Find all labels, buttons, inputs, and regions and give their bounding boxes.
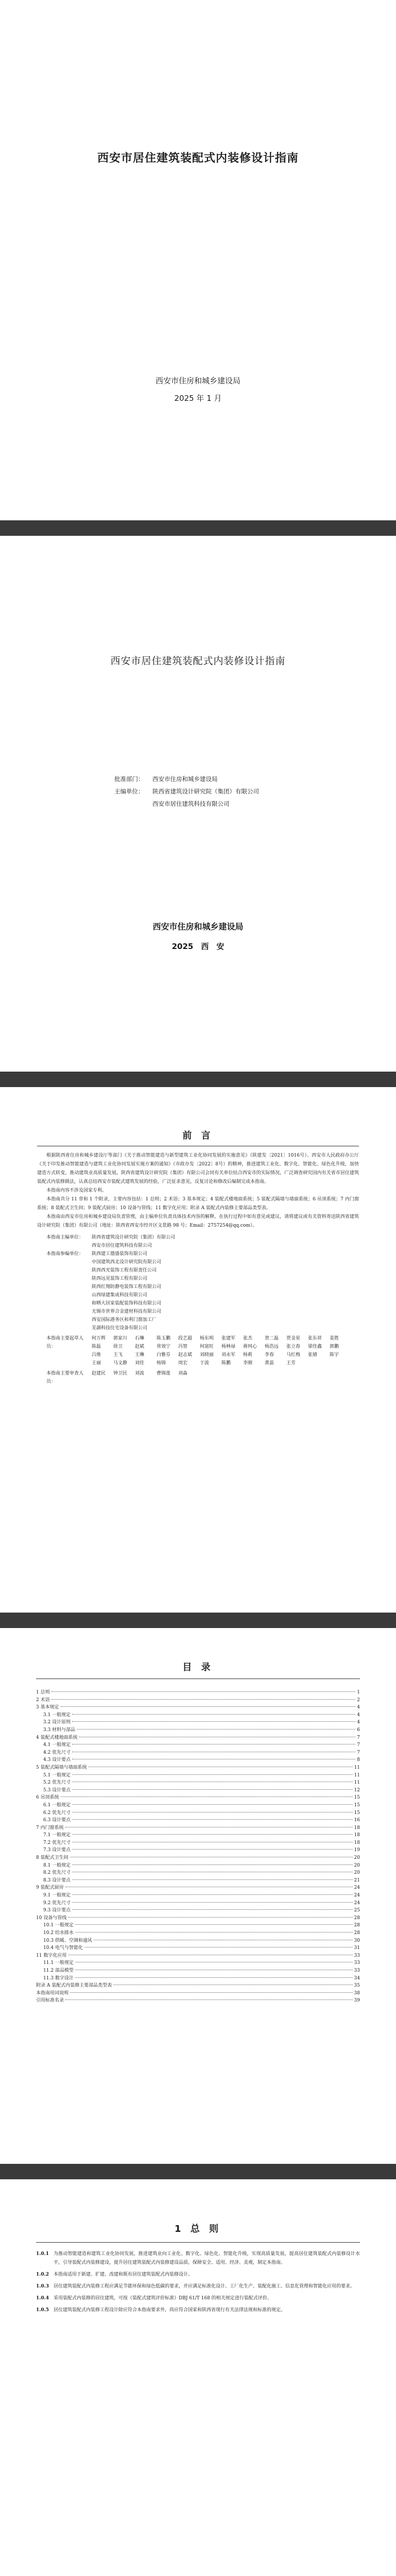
toc-page-number: 28 [354, 1930, 360, 1936]
toc-list [36, 1688, 360, 2004]
drafter-name: 刘晓丽 [200, 1352, 214, 1358]
clause-number: 1.0.1 [36, 2251, 49, 2257]
clauses [36, 2250, 360, 2315]
toc-item[interactable] [36, 1711, 360, 1719]
title-page-date: 2025 西 安 [171, 942, 225, 951]
clause [36, 2282, 360, 2291]
preface-heading: 前 言 [182, 1130, 214, 1141]
drafter-name: 李刚 [243, 1361, 253, 1366]
toc-item[interactable] [36, 1854, 360, 1861]
drafter-name: 冯智 [178, 1344, 188, 1349]
drafter-name: 贺二磊 [265, 1336, 279, 1341]
toc-page-number: 4 [357, 1712, 360, 1718]
editor-unit: 和晒大居家装配装饰科技有限公司 [92, 1301, 162, 1306]
toc-item-label: 4.2 优先尺寸 [43, 1750, 71, 1755]
editor-unit: 西安市居住建筑科技有限公司 [92, 1243, 152, 1248]
preface-paragraph: 本指南由西安市住房和城乡建设局负责管理，由主编单位负责具体技术内容的解释。在执行过程中如有意见或建议，请将建议或有关资料寄送陕西省建筑设计研究院（集团）有限公司（地址：陕西省西安市经开区文景路 98 号；Email：2757254@qq.com）。 [37, 1214, 359, 1228]
toc-item-label: 10.3 供暖、空调和通风 [43, 1938, 92, 1943]
toc-page-number: 20 [354, 1862, 360, 1868]
toc-leader [75, 1977, 353, 1978]
drafter-name: 陈玉鹏 [157, 1336, 171, 1341]
toc-item[interactable] [36, 1786, 360, 1794]
cover-title: 西安市居住建筑装配式内装修设计指南 [97, 152, 299, 165]
toc-item-label: 8.2 优先尺寸 [43, 1870, 71, 1876]
toc-item-label: 3.3 材料与部品 [43, 1727, 76, 1733]
toc-item[interactable] [36, 1944, 360, 1952]
toc-leader [72, 1819, 352, 1820]
reviewers-list [92, 1369, 359, 1386]
drafter-name: 王飞 [113, 1352, 123, 1358]
chapter1-heading: 1 总 则 [174, 2224, 222, 2234]
toc-item[interactable] [36, 1734, 360, 1741]
toc-item-label: 6 吊顶系统 [36, 1795, 59, 1801]
toc-item[interactable] [36, 1778, 360, 1786]
toc-page-number: 34 [354, 1975, 360, 1981]
title-page [0, 536, 396, 1072]
toc-item-label: 本指南用词说明 [36, 1990, 69, 1996]
toc-item[interactable] [36, 1996, 360, 2004]
clause-text: 本指南适用于新建、扩建、改建和既有居住建筑装配式内装修设计。 [54, 2272, 193, 2277]
toc-item-label: 6.1 一般规定 [43, 1802, 71, 1808]
info-label: 主编单位： [114, 788, 144, 795]
info-label [114, 798, 152, 810]
toc-item[interactable] [36, 1869, 360, 1876]
toc-page-number: 20 [354, 1855, 360, 1861]
drafter-name: 张立春 [286, 1344, 301, 1349]
title-page-org: 西安市住房和城乡建设局 [152, 922, 244, 931]
toc-page-number: 11 [354, 1772, 360, 1778]
toc-page-number: 25 [354, 1908, 360, 1913]
toc-page-number: 20 [354, 1870, 360, 1876]
toc-leader [72, 1714, 355, 1715]
toc-leader [72, 1902, 352, 1903]
toc-leader [68, 1917, 352, 1918]
toc-item-label: 9.1 一般规定 [43, 1893, 71, 1899]
toc-page-number: 2 [357, 1697, 360, 1703]
toc-item[interactable] [36, 1937, 360, 1944]
toc-page-number: 30 [354, 1938, 360, 1943]
toc-page-number: 11 [354, 1780, 360, 1786]
clause [36, 2306, 360, 2315]
editor-unit: 山西绿建集成科技有限公司 [92, 1293, 148, 1298]
toc-item-label: 9 装配式厨房 [36, 1885, 64, 1891]
toc-item-label: 8.3 设计要点 [43, 1877, 71, 1883]
toc-leader [72, 1879, 352, 1880]
toc-page-number: 24 [354, 1885, 360, 1891]
drafter-name: 吕维 [92, 1352, 101, 1358]
clause [36, 2294, 360, 2303]
drafter-name: 陈宇 [330, 1352, 339, 1358]
toc-item[interactable] [36, 1726, 360, 1734]
editor-unit: 西安国际港务区和利门窗加工厂 [92, 1317, 157, 1323]
editor-unit: 芜湖科技住宅设备有限公司 [92, 1326, 148, 1331]
toc-item[interactable] [36, 1921, 360, 1929]
cover-date: 2025 年 1 月 [174, 394, 222, 403]
drafter-name: 刘永军 [221, 1352, 236, 1358]
toc-item-label: 8.1 一般规定 [43, 1862, 71, 1868]
toc-item[interactable] [36, 1861, 360, 1869]
toc-leader [51, 1691, 356, 1692]
toc-item[interactable] [36, 1764, 360, 1771]
drafter-name: 李春 [265, 1352, 274, 1358]
toc-page-number: 18 [354, 1833, 360, 1838]
toc-item-label: 6.2 优先尺寸 [43, 1810, 71, 1816]
drafter-name: 徐卫 [113, 1344, 123, 1349]
drafter-name: 杨莉 [243, 1352, 253, 1358]
toc-item[interactable] [36, 1989, 360, 1997]
toc-item-label: 4 装配式楼地面系统 [36, 1735, 78, 1740]
title-page-info [114, 773, 259, 810]
clause-number: 1.0.3 [36, 2284, 49, 2289]
toc-page-number: 7 [357, 1750, 360, 1755]
drafter-name: 何富旺 [200, 1344, 214, 1349]
reviewers-label: 本指南主要审查人员： [46, 1371, 84, 1384]
drafter-name: 赵志斌 [178, 1352, 193, 1358]
toc-page-number: 16 [354, 1818, 360, 1823]
drafter-name: 贾金星 [286, 1336, 301, 1341]
toc-page-number: 15 [354, 1802, 360, 1808]
drafter-name: 王芳 [286, 1361, 296, 1366]
toc-item[interactable] [36, 1839, 360, 1846]
drafter-name: 何万辉 [92, 1336, 106, 1341]
toc-item[interactable] [36, 1718, 360, 1726]
toc-item-label: 引用标准名录 [36, 1998, 64, 2004]
reviewer-name: 钟卫民 [113, 1371, 128, 1376]
toc-page-number: 33 [354, 1968, 360, 1973]
toc-page-number: 24 [354, 1900, 360, 1906]
drafter-name: 姜胜 [330, 1336, 339, 1341]
toc-item[interactable] [36, 1696, 360, 1704]
toc-item-label: 2 术语 [36, 1697, 50, 1703]
toc-item[interactable] [36, 1876, 360, 1884]
toc-item[interactable] [36, 1952, 360, 1959]
drafter-name: 张建军 [221, 1336, 236, 1341]
toc-item-label: 7.1 一般规定 [43, 1833, 71, 1838]
drafter-name: 杨东明 [200, 1336, 214, 1341]
toc-page-number: 4 [357, 1705, 360, 1710]
toc-item-label: 9.3 设计要点 [43, 1908, 71, 1913]
toc-page-number: 18 [354, 1825, 360, 1831]
toc-page-number: 11 [354, 1765, 360, 1770]
toc-leader [70, 1992, 353, 1993]
drafters-label: 本指南主要起草人员： [46, 1336, 84, 1349]
toc-item-label: 11.3 数字设计 [43, 1975, 74, 1981]
chapter1-page [0, 2179, 396, 2576]
toc-item-label: 5.1 一般规定 [43, 1772, 71, 1778]
toc-page-number: 19 [354, 1848, 360, 1853]
toc-item[interactable] [36, 1824, 360, 1832]
drafter-name: 周宏 [178, 1361, 188, 1366]
preface-page [0, 1087, 396, 1613]
toc-item[interactable] [36, 1809, 360, 1817]
toc-item-label: 10 设备与管线 [36, 1915, 67, 1921]
clause [36, 2270, 360, 2279]
toc-leader [72, 1721, 355, 1722]
toc-leader [72, 1909, 352, 1910]
toc-page [0, 1628, 396, 2164]
info-value: 西安市居住建筑科技有限公司 [152, 800, 230, 807]
toc-leader [77, 1729, 355, 1730]
toc-item-label: 5.3 设计要点 [43, 1787, 71, 1793]
editor-unit: 陕西西光装饰工程有限责任公司 [92, 1268, 157, 1273]
toc-page-number: 12 [354, 1787, 360, 1793]
toc-item[interactable] [36, 1801, 360, 1809]
editor-unit: 中国建筑西北设计研究院有限公司 [92, 1260, 162, 1265]
toc-leader [75, 1924, 353, 1925]
toc-item[interactable] [36, 1891, 360, 1899]
toc-leader [72, 1834, 352, 1835]
toc-item-label: 1 总则 [36, 1690, 50, 1695]
toc-item-label: 11.1 一般规定 [43, 1960, 74, 1966]
drafter-name: 石琳 [135, 1336, 145, 1341]
toc-item-label: 5 装配式隔墙与墙面系统 [36, 1765, 87, 1770]
toc-leader [72, 1894, 352, 1895]
toc-leader [72, 1789, 352, 1790]
clause-number: 1.0.2 [36, 2272, 49, 2277]
toc-item-label: 7.2 优先尺寸 [43, 1840, 71, 1845]
cover-page [0, 0, 396, 520]
drafter-name: 梁佳鑫 [308, 1344, 322, 1349]
toc-item-label: 5.2 优先尺寸 [43, 1780, 71, 1786]
drafter-name: 陈磊 [92, 1344, 101, 1349]
toc-page-number: 6 [357, 1727, 360, 1733]
drafter-name: 杨林禄 [221, 1344, 236, 1349]
drafter-name: 于波 [200, 1361, 210, 1366]
toc-leader [75, 1932, 353, 1933]
toc-heading: 目 录 [182, 1662, 214, 1673]
reviewer-name: 曹锦莲 [157, 1371, 171, 1376]
toc-leader [65, 1999, 353, 2000]
toc-page-number: 28 [354, 1915, 360, 1921]
toc-item-label: 10.1 一般规定 [43, 1923, 74, 1928]
drafter-name: 杨锦 [157, 1361, 166, 1366]
toc-item-label: 7 内门窗系统 [36, 1825, 64, 1831]
toc-item-label: 8 装配式卫生间 [36, 1855, 68, 1861]
toc-page-number: 38 [354, 1990, 360, 1996]
drafter-name: 马文静 [113, 1361, 128, 1366]
toc-item[interactable] [36, 1959, 360, 1967]
info-label: 批准部门： [114, 775, 144, 783]
toc-item[interactable] [36, 1974, 360, 1982]
toc-item[interactable] [36, 1741, 360, 1749]
toc-item[interactable] [36, 1831, 360, 1839]
drafter-name: 杨浩远 [265, 1344, 279, 1349]
toc-page-number: 15 [354, 1795, 360, 1801]
toc-item[interactable] [36, 1688, 360, 1696]
drafter-name: 赵斌 [135, 1344, 145, 1349]
toc-item-label: 10.4 电气与智能化 [43, 1945, 83, 1951]
drafters-list [92, 1334, 359, 1367]
editor-unit: 陕西远见装饰工程有限公司 [92, 1276, 148, 1281]
editor-label: 本指南参编单位： [46, 1251, 84, 1257]
toc-item[interactable] [36, 1749, 360, 1756]
editor-unit: 陕西建工德盛装饰有限公司 [92, 1251, 148, 1257]
toc-item-label: 9.2 优先尺寸 [43, 1900, 71, 1906]
toc-item-label: 4.3 设计要点 [43, 1757, 71, 1763]
drafter-name: 张杰 [243, 1336, 253, 1341]
preface-body [37, 1151, 359, 1230]
chapter1-rule [36, 2242, 360, 2243]
toc-leader [61, 1706, 356, 1707]
drafter-name: 白雅芬 [157, 1352, 171, 1358]
toc-item-label: 10.2 给水排水 [43, 1930, 74, 1936]
clause-text: 为推动智能建造和建筑工业化协同发展，推进建筑业向工业化、数字化、绿色化、智能化升级，实现高质量发展，提高居住建筑装配式内装修设计水平，引导装配式内装修建设，提升居住建筑装配式内装修建设品质，保障安全、适用、经济、美观，制定本指南。 [54, 2251, 360, 2265]
drafter-name: 马红梅 [286, 1352, 301, 1358]
drafter-name: 郭鹏 [330, 1344, 339, 1349]
drafter-name: 王丽 [92, 1361, 101, 1366]
toc-page-number: 4 [357, 1720, 360, 1725]
drafter-name: 陈鹏 [221, 1361, 231, 1366]
drafter-name: 刘佳 [135, 1361, 145, 1366]
toc-leader [72, 1804, 352, 1805]
preface-paragraph: 本指南共分 11 章和 1 个附录，主要内容包括：1 总则；2 术语；3 基本规定；4 装配式楼地面系统；5 装配式隔墙与墙面系统；6 吊顶系统；7 内门窗系统；8 装配式卫生间；9 装配式厨房；10 设备与管线；11 数字化应用；附录 A 装配式内装修主要部品类型表。 [37, 1197, 359, 1211]
editor-label: 本指南主编单位： [46, 1235, 84, 1240]
preface-paragraph: 本指南内容不涉及国家专利。 [46, 1188, 107, 1193]
drafter-name: 王琳 [135, 1352, 145, 1358]
drafter-name: 郭家川 [113, 1336, 128, 1341]
toc-item-label: 11 数字化应用 [36, 1953, 67, 1958]
toc-page-number: 33 [354, 1953, 360, 1958]
editor-unit: 陕西省建筑设计研究院（集团）有限公司 [92, 1235, 176, 1240]
toc-item-label: 7.3 设计要点 [43, 1848, 71, 1853]
reviewer-name: 刘淼 [178, 1371, 188, 1376]
toc-item-label: 3.2 设计原则 [43, 1720, 71, 1725]
title-page-title: 西安市居住建筑装配式内装修设计指南 [110, 655, 286, 667]
drafter-name: 张婧 [308, 1352, 318, 1358]
toc-item-label: 6.3 设计要点 [43, 1818, 71, 1823]
toc-page-number: 35 [354, 1983, 360, 1989]
editor-unit: 无锡市世界合金建材科技有限公司 [92, 1309, 162, 1314]
toc-item[interactable] [36, 1756, 360, 1764]
toc-item[interactable] [36, 1899, 360, 1907]
toc-page-number: 24 [354, 1893, 360, 1899]
toc-page-number: 33 [354, 1960, 360, 1966]
toc-page-number: 8 [357, 1757, 360, 1763]
drafter-name: 蒋珂心 [243, 1344, 257, 1349]
toc-item[interactable] [36, 1906, 360, 1914]
toc-page-number: 39 [354, 1998, 360, 2004]
toc-item[interactable] [36, 1816, 360, 1824]
toc-page-number: 18 [354, 1840, 360, 1845]
toc-leader [51, 1699, 356, 1700]
toc-item[interactable] [36, 1884, 360, 1891]
drafter-name: 常效宁 [157, 1344, 171, 1349]
toc-page-number: 1 [357, 1690, 360, 1695]
reviewer-name: 赵建民 [92, 1371, 106, 1376]
toc-item-label: 3 基本规定 [36, 1705, 59, 1710]
toc-item[interactable] [36, 1703, 360, 1711]
clause-text: 采用装配式内装修的居住建筑，可按《装配式建筑评价标准》DBJ 61/T 168 的相关规定进行装配式评价。 [54, 2296, 272, 2301]
drafter-name: 段艺超 [178, 1336, 193, 1341]
preface-paragraph: 根据陕西省住房和城乡建设厅等部门《关于推动智能建造与新型建筑工业化协同发展的实施意见》（陕建发〔2021〕1016号）、西安市人民政府办公厅《关于印发推动智能建造与建筑工业化协同发展实施方案的通知》（市政办发〔2022〕8号）的精神，推进建筑工业化、数字化、智能化、绿色化升级，加快建造方式转变，推动建筑业高质量发展，陕西省建筑设计研究院（集团）有限公司会同有关单位结合西安市的实际情况，广泛调查研究国内有关省市居住建筑装配式内装修做法，认真总结西安市装配式建筑发展的经验，广泛征求意见，反复讨论和修改后编制完成本指南。 [37, 1153, 359, 1184]
toc-item-label: 11.2 部品模型 [43, 1968, 74, 1973]
toc-leader [72, 1849, 352, 1850]
toc-item[interactable] [36, 1846, 360, 1854]
clause [36, 2250, 360, 2267]
toc-item[interactable] [36, 1981, 360, 1989]
toc-page-number: 21 [354, 1877, 360, 1883]
info-value: 陕西省建筑设计研究院（集团）有限公司 [152, 788, 259, 795]
toc-item-label: 附录 A 装配式内装修主要部品类型表 [36, 1983, 112, 1989]
toc-page-number: 7 [357, 1742, 360, 1748]
toc-item[interactable] [36, 1793, 360, 1801]
drafter-name: 张东祥 [308, 1336, 322, 1341]
toc-item[interactable] [36, 1967, 360, 1974]
clause-text: 居住建筑装配式内装修工程设计除应符合本指南要求外，尚应符合国家和陕西省现行有关法律法规和标准的规定。 [54, 2308, 286, 2313]
toc-page-number: 15 [354, 1810, 360, 1816]
toc-page-number: 28 [354, 1923, 360, 1928]
editors-block [37, 1233, 359, 1386]
toc-item-label: 4.1 一般规定 [43, 1742, 71, 1748]
toc-item[interactable] [36, 1929, 360, 1937]
toc-item[interactable] [36, 1914, 360, 1922]
info-value: 西安市住房和城乡建设局 [152, 775, 218, 783]
drafter-name: 黄蕊 [265, 1361, 274, 1366]
toc-page-number: 7 [357, 1735, 360, 1740]
toc-item-label: 3.1 一般规定 [43, 1712, 71, 1718]
cover-org: 西安市住房和城乡建设局 [155, 376, 240, 385]
editor-unit: 陕西红翔防静电装饰工程有限公司 [92, 1284, 162, 1290]
toc-page-number: 31 [354, 1945, 360, 1951]
reviewer-name: 刘波 [135, 1371, 145, 1376]
clause-text: 居住建筑装配式内装修工程应满足节能环保和绿色低碳的要求，并应满足标准化设计、工厂化生产、装配化施工、信息化管理和智能化应用的要求。 [54, 2284, 355, 2289]
toc-leader [72, 1774, 352, 1775]
clause-number: 1.0.4 [36, 2296, 49, 2301]
clause-number: 1.0.5 [36, 2308, 49, 2313]
toc-item[interactable] [36, 1771, 360, 1779]
